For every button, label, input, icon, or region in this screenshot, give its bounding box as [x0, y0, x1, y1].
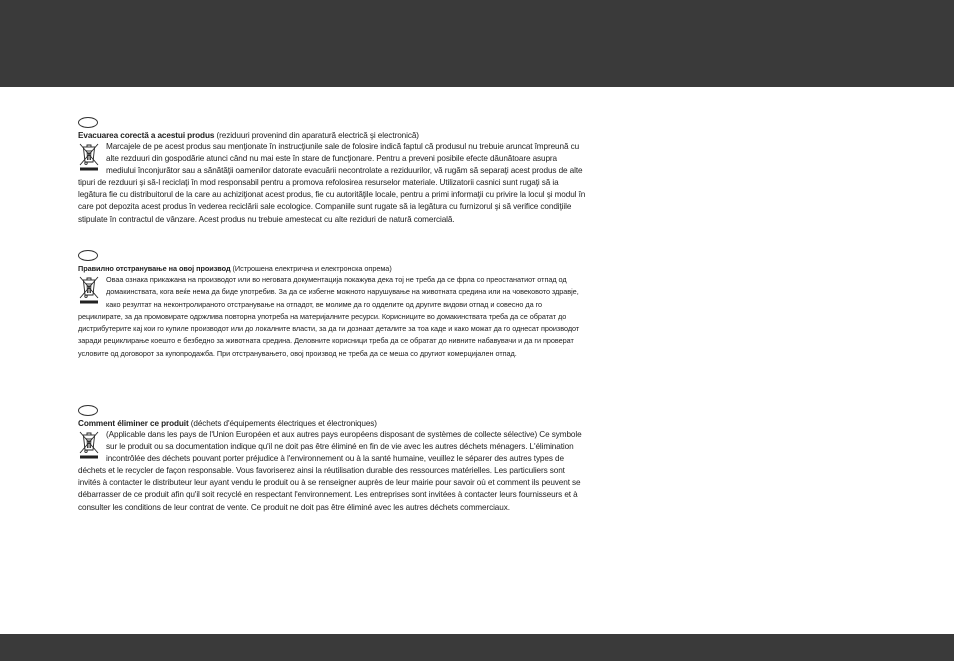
section-title: Evacuarea corectă a acestui produs	[78, 131, 215, 140]
section-romanian	[78, 117, 588, 226]
crossed-out-wheelie-bin-icon	[78, 430, 100, 459]
section-title: Правилно отстранување на овој производ	[78, 264, 231, 273]
section-subtitle: (Истрошена електрична и електронска опрема)	[230, 264, 392, 273]
section-body: Marcajele de pe acest produs sau menţionate în instrucţiunile sale de folosire indică faptul că produsul nu trebuie aruncat împreună cu alte rezduuri din gospodărie atunci când nu mai este în stare de funcţionare. Pentru a preveni posibile efecte dăunătoare asupra mediului înconjurător sau a sănătăţii oamenilor datorate evacuării necontrolate a reziduurilor, vă rugăm să separaţi acest produs de alte tipuri de rezduuri şi să-l reciclaţi în mod responsabil pentru a promova refolosirea resurselor materiale. Utilizatorii casnici sunt rugaţi să ia legătura fie cu distribuitorul de la care au achiziţionat acest produs, fie cu autorităţile locale, pentru a primi informaţii cu privire la locul şi modul în care pot depozita acest produs în vederea reciclării sale ecologice. Companiile sunt rugate să ia legătura cu furnizorul şi să verifice condiţiile stipulate în contractul de vânzare. Acest produs nu trebuie amestecat cu alte reziduri de natură comercială.	[78, 142, 586, 224]
section-body: Оваа ознака прикажана на производот или во неговата документација покажува дека тој не треба да се фрла со преостанатиот отпад од домакинствата, кога веќе нема да биде употребив. За да се избегне можното нарушување на животната средина или на човековото здравје, како резултат на неконтролираното отстранување на отпадот, ве молиме да го одделите од другите видови отпад и совесно да го рециклирате, за да промовирате одржлива повторна употреба на материјалните ресурси. Корисниците во домакинствата треба да се обратат до дистрибутерите кај кои го купиле производот или до локалните власти, за да ги дознаат деталите за тоа каде и како можат да го однесат производот заради рециклирање коешто е безбедно за животната средина. Деловните корисници треба да се обратат до нивните набавувачи и да ги проверат условите од договорот за купопродажба. При отстранувањето, овој производ не треба да се меша со другиот комерцијален отпад.	[78, 275, 580, 358]
section-heading	[78, 263, 588, 274]
bottom-bar	[0, 634, 954, 661]
language-marker-icon	[78, 405, 98, 416]
top-bar	[0, 0, 954, 87]
section-macedonian	[78, 250, 588, 360]
section-subtitle: (déchets d'équipements électriques et électroniques)	[188, 419, 377, 428]
language-marker-icon	[78, 117, 98, 128]
section-heading	[78, 130, 588, 141]
section-subtitle: (reziduuri provenind din aparatură electrică şi electronică)	[214, 131, 419, 140]
language-marker-icon	[78, 250, 98, 261]
section-title: Comment éliminer ce produit	[78, 419, 189, 428]
section-french	[78, 405, 588, 514]
section-heading	[78, 418, 588, 429]
crossed-out-wheelie-bin-icon	[78, 275, 100, 304]
section-body: (Applicable dans les pays de l'Union Européen et aux autres pays européens disposant de systèmes de collecte sélective) Ce symbole sur le produit ou sa documentation indique qu'il ne doit pas être éliminé en fin de vie avec les autres déchets ménagers. L'élimination incontrôlée des déchets pouvant porter préjudice à l'environnement ou à la santé humaine, veuillez le séparer des autres types de déchets et le recycler de façon responsable. Vous favoriserez ainsi la réutilisation durable des ressources matérielles. Les particuliers sont invités à contacter le distributeur leur ayant vendu le produit ou à se renseigner auprès de leur mairie pour savoir où et comment ils peuvent se débarrasser de ce produit afin qu'il soit recyclé en respectant l'environnement. Les entreprises sont invitées à contacter leurs fournisseurs et à consulter les conditions de leur contrat de vente. Ce produit ne doit pas être éliminé avec les autres déchets commerciaux.	[78, 430, 582, 512]
crossed-out-wheelie-bin-icon	[78, 142, 100, 171]
